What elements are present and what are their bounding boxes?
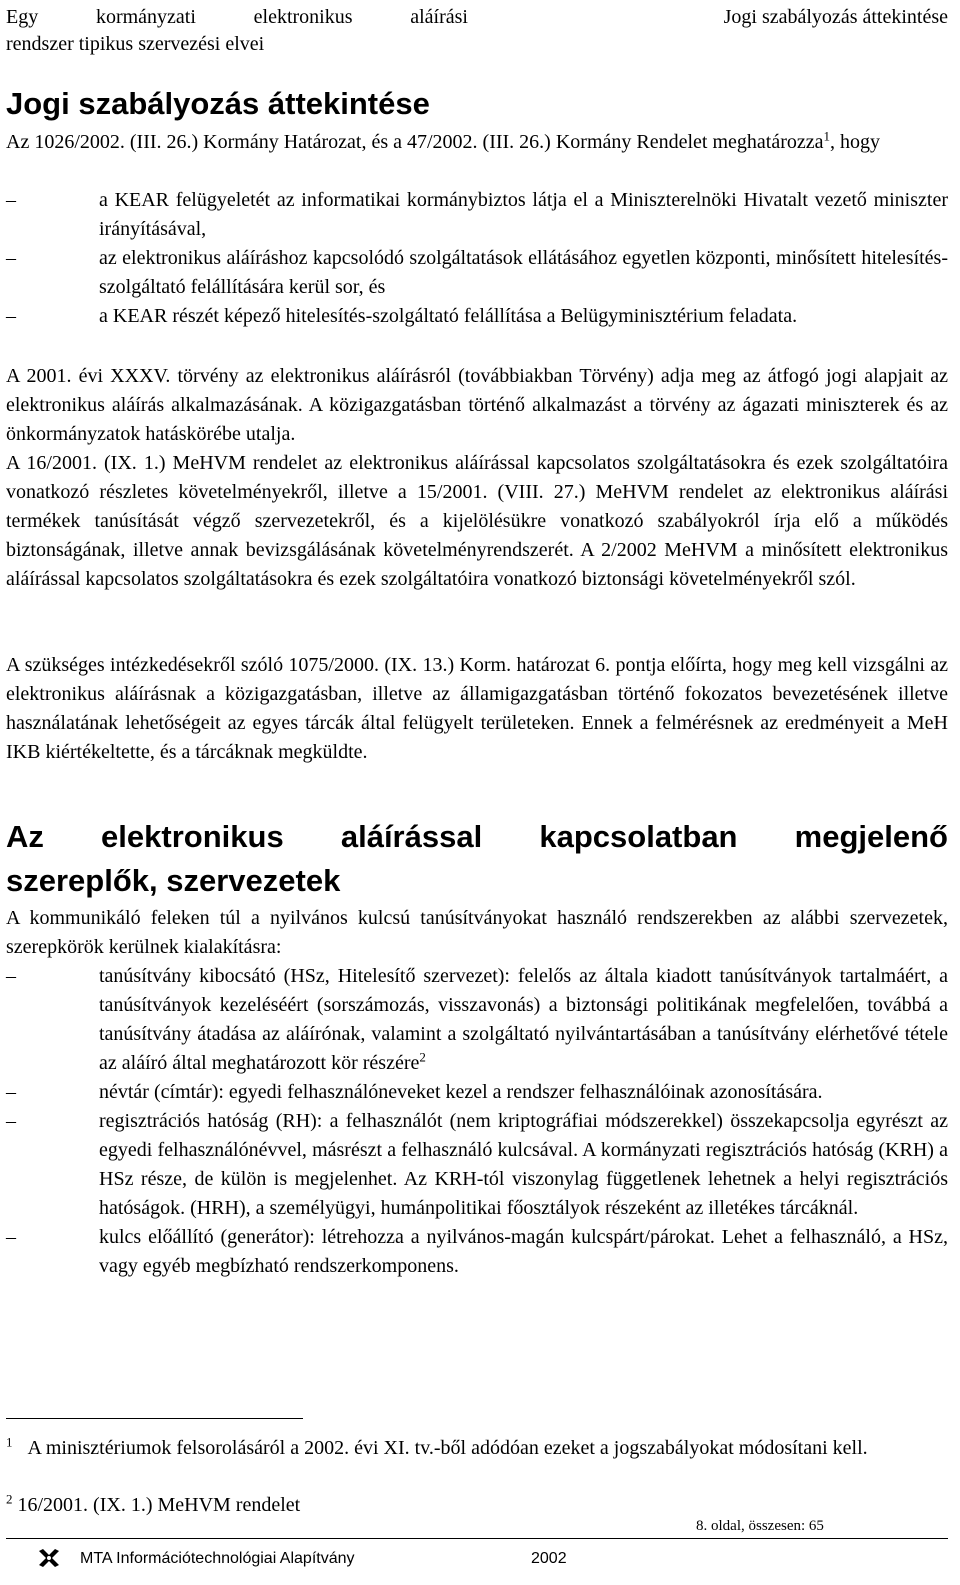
list-item-text: regisztrációs hatóság (RH): a felhasználót (nem kriptográfiai módszerekkel) összekapcsolja egyrészt az egyedi felhasználónévvel, másrészt a felhasználó kulcsával. A kormányzati regisztrációs hatóság (KRH) a HSz része, de külön is megjelenhet. Az KRH-tól viszonylag függetlenek lehetnek a helyi regisztrációs hatóságok. (HRH), a személyügyi, humánpolitikai főosztályok részeként az illetékes tárcáknál. bbox=[99, 1110, 948, 1219]
list-item-text: a KEAR részét képező hitelesítés-szolgáltató felállítása a Belügyminisztérium feladata. bbox=[99, 305, 798, 327]
list-item bbox=[6, 1107, 948, 1223]
paragraph-mehvm-decrees: A 16/2001. (IX. 1.) MeHVM rendelet az elektronikus aláírással kapcsolatos szolgáltatásokra és ezek szolgáltatóira vonatkozó részletes követelményekről, illetve a 15/2001. (VIII. 27.) MeHVM rendelet az elektronikus aláírási termékek tanúsítását végző szervezetekről, és a kijelölésükre vonatkozó szabályokról írja elő a működés biztonságának, illetve annak bevizsgálásának követelményrendszerét. A 2/2002 MeHVM a minősített elektronikus aláírással kapcsolatos szolgáltatásokra és ezek szolgáltatóira vonatkozó biztonsági követelményekről szól. bbox=[6, 452, 948, 590]
dash-bullet-icon: – bbox=[6, 189, 16, 211]
dash-bullet-icon: – bbox=[6, 1226, 16, 1248]
list-item-text: tanúsítvány kibocsátó (HSz, Hitelesítő szervezet): felelős az általa kiadott tanúsítványok tartalmáért, a tanúsítványok kezeléséért (sorszámozás, visszavonás) a biztonsági politikának megfelelően, továbbá a tanúsítvány átadása az aláírónak, valamint a szolgáltató nyilvántartásában a tanúsítvány elérhetővé tétele az aláíró által meghatározott kör részére bbox=[99, 965, 948, 1074]
dash-bullet-icon: – bbox=[6, 965, 16, 987]
legal-intro-paragraph bbox=[6, 128, 948, 157]
list-item bbox=[6, 962, 948, 1078]
footnote-mark-2: 2 bbox=[6, 1491, 13, 1507]
footnote-2-text: 16/2001. (IX. 1.) MeHVM rendelet bbox=[17, 1494, 301, 1516]
footer-year: 2002 bbox=[531, 1550, 567, 1567]
header-section-title: Jogi szabályozás áttekintése bbox=[723, 6, 948, 28]
list-item bbox=[6, 1078, 948, 1107]
heading-line1: Az elektronikus aláírással kapcsolatban megjelenő bbox=[6, 819, 948, 854]
page-header bbox=[6, 4, 948, 60]
footnote-ref-1[interactable]: 1 bbox=[823, 128, 830, 144]
footnote-1 bbox=[6, 1434, 948, 1462]
paragraph-government-resolution: A szükséges intézkedésekről szóló 1075/2000. (IX. 13.) Korm. határozat 6. pontja előírta, hogy meg kell vizsgálni az elektronikus aláírásnak a közigazgatásban, illetve az államigazgatásban történő fokozatos bevezetésének illetve használatának lehetőségeit az egyes tárcák által felügyelt területeken. Ennek a felmérésnek az eredményeit a MeH IKB kiértékeltette, és a tárcáknak megküldte. bbox=[6, 654, 948, 763]
footnote-ref-2[interactable]: 2 bbox=[419, 1049, 426, 1065]
intro-text-b: , hogy bbox=[830, 131, 880, 153]
list-item-text: kulcs előállító (generátor): létrehozza a nyilvános-magán kulcspárt/párokat. Lehet a felhasználó, a HSz, vagy egyéb megbízható rendszerkomponens. bbox=[99, 1226, 948, 1277]
list-item bbox=[6, 186, 948, 244]
list-item-text: az elektronikus aláíráshoz kapcsolódó szolgáltatások ellátásához egyetlen központi, minősített hitelesítés-szolgáltató felállítására kerül sor, és bbox=[99, 247, 948, 298]
dash-bullet-icon: – bbox=[6, 1110, 16, 1132]
footnote-mark-1: 1 bbox=[6, 1434, 13, 1450]
page-number: 8. oldal, összesen: 65 bbox=[696, 1518, 824, 1534]
intro-text-a: Az 1026/2002. (III. 26.) Kormány Határozat, és a 47/2002. (III. 26.) Kormány Rendelet meghatározza bbox=[6, 131, 824, 153]
actors-bullet-list bbox=[6, 962, 948, 1281]
legal-bullet-list bbox=[6, 186, 948, 331]
list-item-text: névtár (címtár): egyedi felhasználóneveket kezel a rendszer felhasználóinak azonosítására. bbox=[99, 1081, 823, 1103]
header-title-line1: Egy kormányzati elektronikus aláírási bbox=[6, 6, 468, 28]
footer-organization: MTA Információtechnológiai Alapítvány bbox=[80, 1550, 355, 1567]
header-document-title bbox=[6, 4, 468, 58]
footnote-1-text: A minisztériumok felsorolásáról a 2002. évi XI. tv.-ből adódóan ezeket a jogszabályokat módosítani kell. bbox=[27, 1437, 868, 1459]
footnote-2 bbox=[6, 1491, 948, 1519]
section-heading-actors bbox=[6, 815, 948, 903]
list-item bbox=[6, 1223, 948, 1281]
footer-divider bbox=[6, 1538, 948, 1539]
paragraph-law-2001: A 2001. évi XXXV. törvény az elektronikus aláírásról (továbbiakban Törvény) adja meg az átfogó jogi alapjait az elektronikus aláírás alkalmazásának. A közigazgatásban történő alkalmazást a törvény az ágazati miniszterek és az önkormányzatok hatáskörébe utalja. bbox=[6, 365, 948, 445]
list-item bbox=[6, 302, 948, 331]
section-heading-legal: Jogi szabályozás áttekintése bbox=[6, 86, 430, 121]
dash-bullet-icon: – bbox=[6, 247, 16, 269]
dash-bullet-icon: – bbox=[6, 1081, 16, 1103]
header-title-line2: rendszer tipikus szervezési elvei bbox=[6, 33, 265, 55]
mta-logo-icon bbox=[38, 1548, 60, 1568]
actors-intro-paragraph: A kommunikáló feleken túl a nyilvános kulcsú tanúsítványokat használó rendszerekben az alábbi szervezetek, szerepkörök kerülnek kialakításra: bbox=[6, 907, 948, 958]
heading-line2: szereplők, szervezetek bbox=[6, 863, 341, 898]
list-item bbox=[6, 244, 948, 302]
dash-bullet-icon: – bbox=[6, 305, 16, 327]
footnote-divider bbox=[6, 1418, 303, 1419]
list-item-text: a KEAR felügyeletét az informatikai kormánybiztos látja el a Miniszterelnöki Hivatalt vezető miniszter irányításával, bbox=[99, 189, 948, 240]
